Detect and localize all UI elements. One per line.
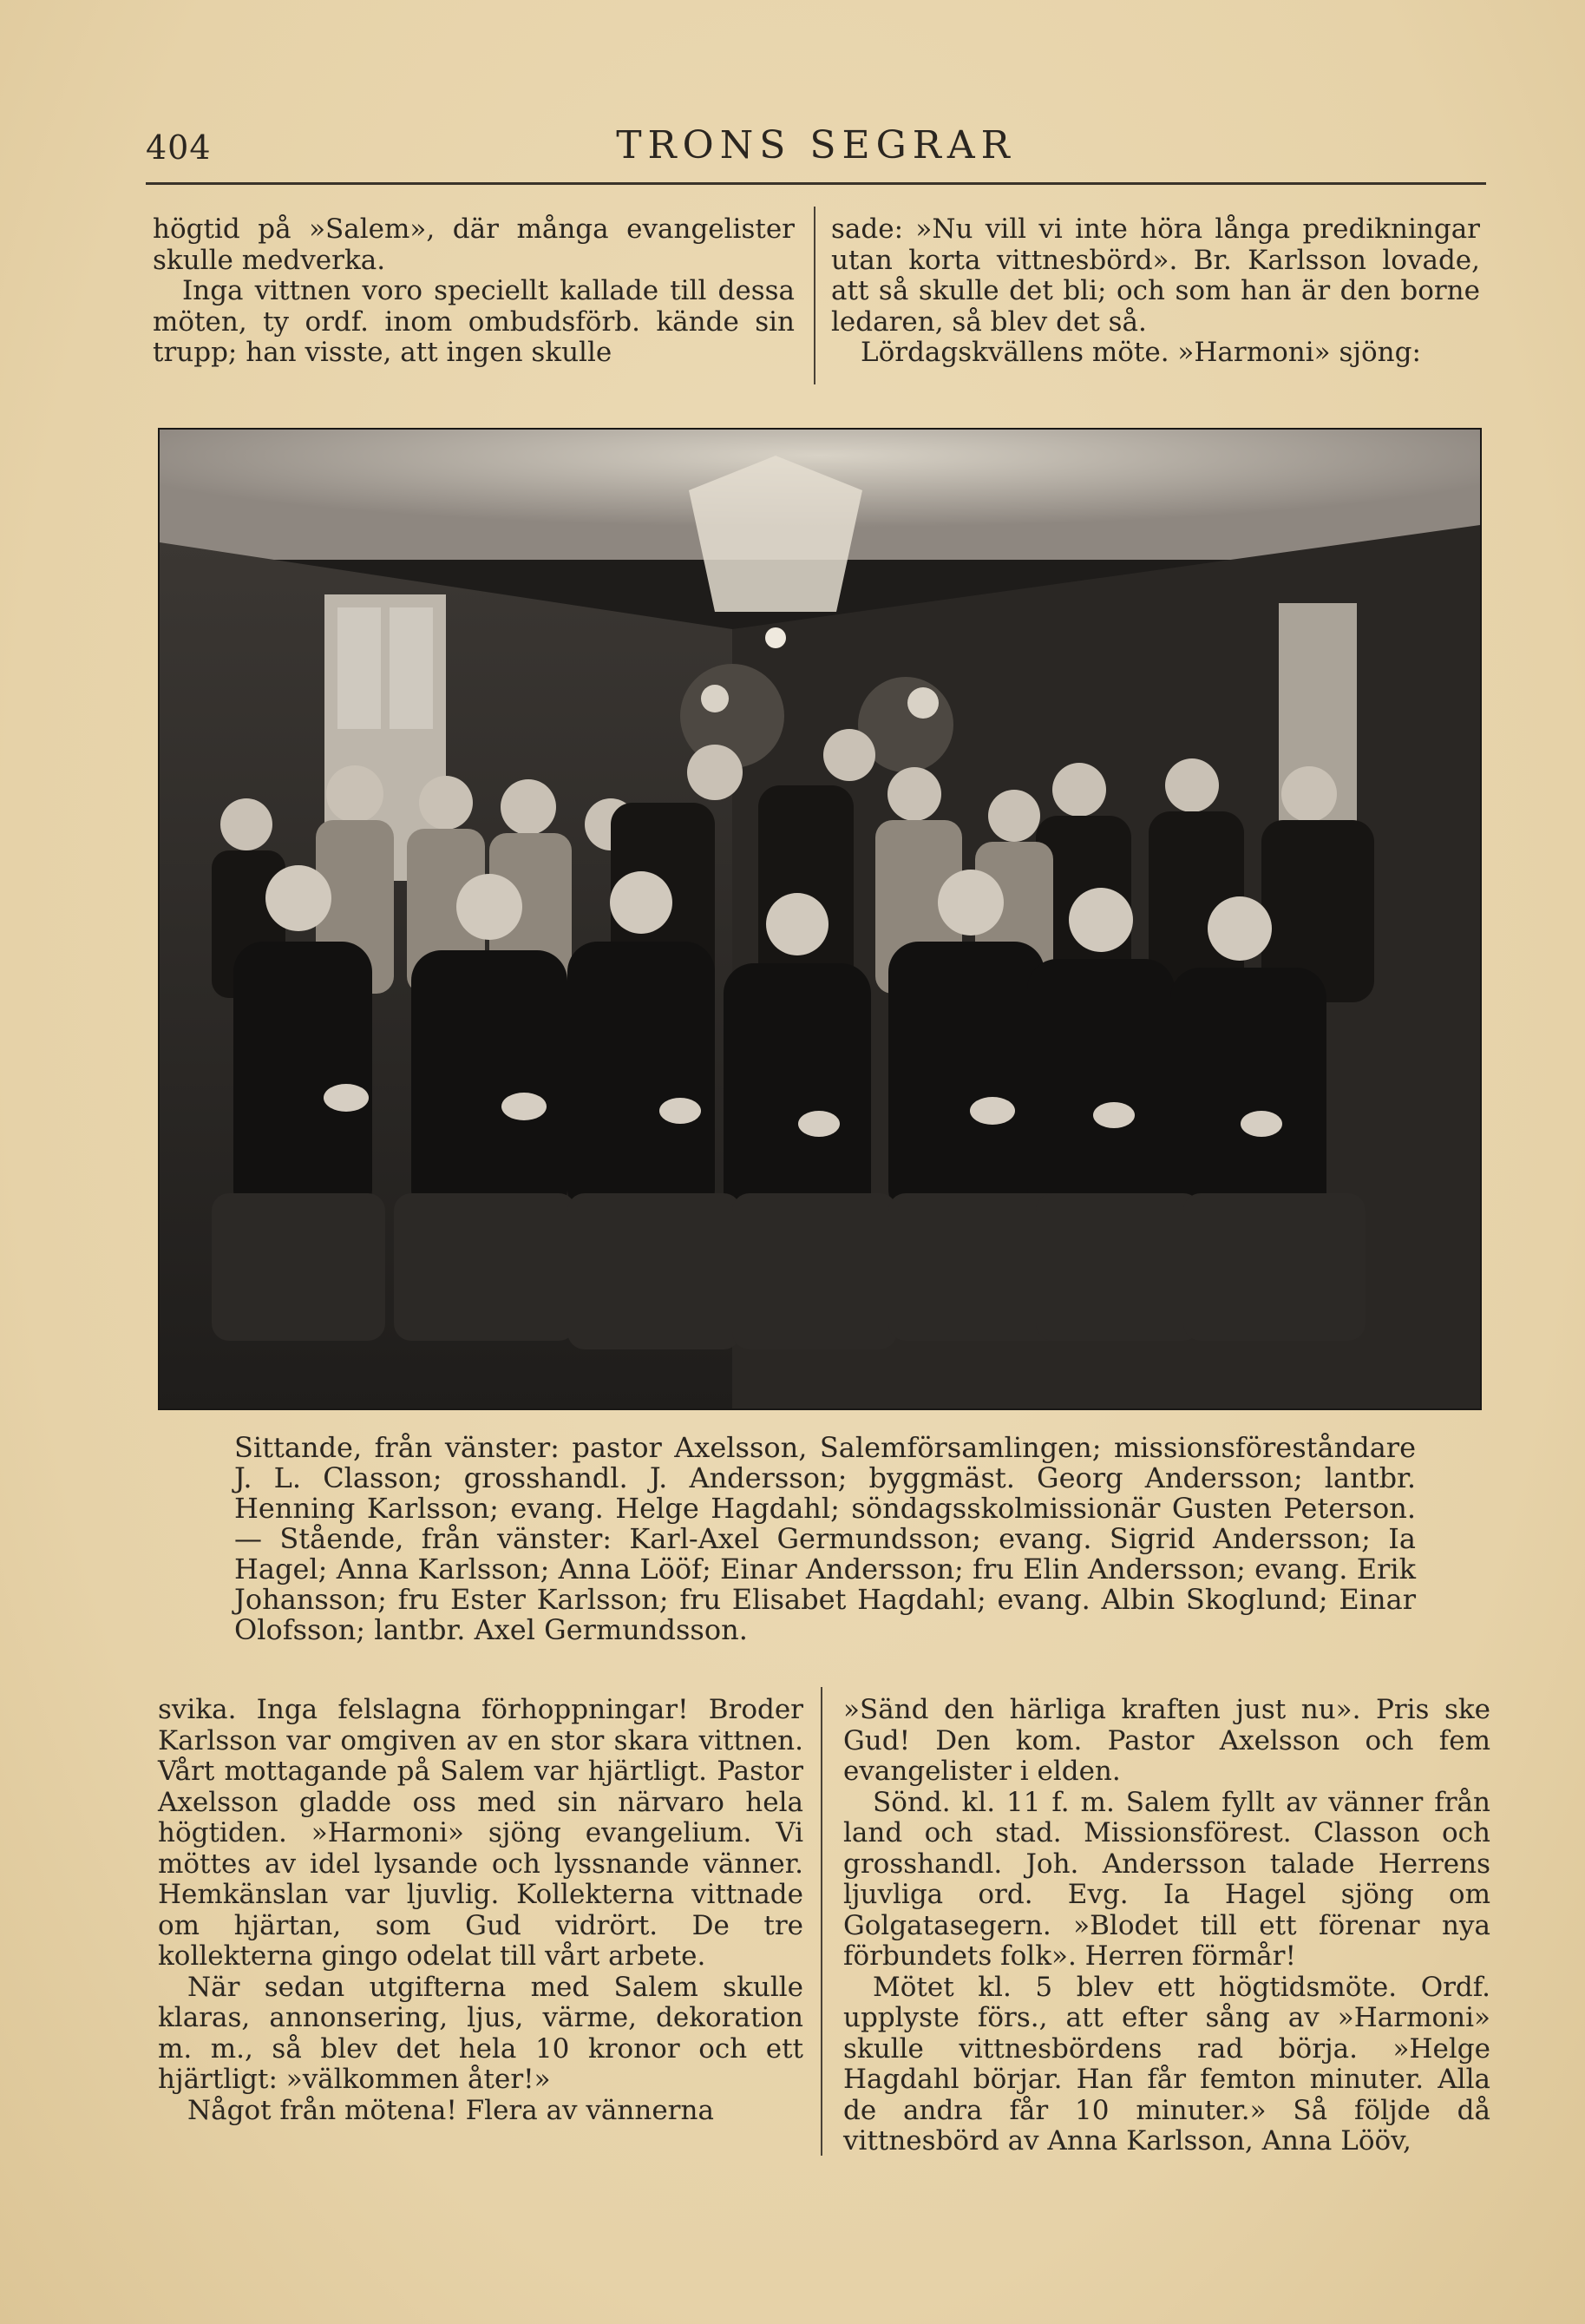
paragraph: sade: »Nu vill vi inte höra långa predikningar utan korta vittnesbörd». Br. Karlsson lovade, att så skulle det bli; och som han är den borne ledaren, så blev det så.	[831, 213, 1480, 338]
group-photo	[158, 428, 1482, 1410]
running-title: TRONS SEGRAR	[616, 123, 1016, 167]
bottom-right-column	[843, 1695, 1490, 2157]
page-number: 404	[146, 128, 212, 167]
bottom-left-column	[158, 1695, 803, 2126]
page-header	[146, 120, 1486, 181]
column-divider	[814, 207, 815, 384]
top-right-column	[831, 214, 1480, 369]
paragraph: svika. Inga felslagna förhoppningar! Broder Karlsson var omgiven av en stor skara vittnen. Vårt mottagande på Salem var hjärtligt. Pastor Axelsson gladde oss med sin närvaro hela högtiden. »Harmoni» sjöng evangelium. Vi möttes av idel lysande och lyssnande vänner. Hemkänslan var ljuvlig. Kollekterna vittnade om hjärtan, som Gud vidrört. De tre kollekterna gingo odelat till vårt arbete.	[158, 1694, 803, 1972]
paragraph: Mötet kl. 5 blev ett högtidsmöte. Ordf. upplyste förs., att efter sång av »Harmoni» skulle vittnesbördens rad börja. »Helge Hagdahl börjar. Han får femton minuter. Alla de andra får 10 minuter.» Så följde då vittnesbörd av Anna Karlsson, Anna Lööv,	[843, 1971, 1490, 2157]
paragraph: högtid på »Salem», där många evangelister skulle medverka.	[153, 213, 795, 276]
paragraph: Något från mötena! Flera av vännerna	[187, 2094, 714, 2126]
group-photo-illustration	[160, 430, 1480, 1408]
paragraph: När sedan utgifterna med Salem skulle klaras, annonsering, ljus, värme, dekoration m. m., så blev det hela 10 kronor och ett hjärtligt: »välkommen åter!»	[158, 1971, 803, 2095]
photo-caption: Sittande, från vänster: pastor Axelsson, Salemförsamlingen; missionsföreståndare J. L. Classon; grosshandl. J. Andersson; byggmäst. Georg Andersson; lantbr. Henning Karlsson; evang. Helge Hagdahl; söndagsskolmissionär Gusten Peterson. — Stående, från vänster: Karl-Axel Germundsson; evang. Sigrid Andersson; Ia Hagel; Anna Karlsson; Anna Lööf; Einar Andersson; fru Elin Andersson; evang. Erik Johansson; fru Ester Karlsson; fru Elisabet Hagdahl; evang. Albin Skoglund; Einar Olofsson; lantbr. Axel Germundsson.	[234, 1431, 1416, 1646]
column-divider	[821, 1687, 822, 2156]
paragraph: Lördagskvällens möte. »Harmoni» sjöng:	[861, 337, 1421, 368]
paragraph: Sönd. kl. 11 f. m. Salem fyllt av vänner från land och stad. Missionsförest. Classon och grosshandl. Joh. Andersson talade Herrens ljuvliga ord. Evg. Ia Hagel sjöng om Golgatasegern. »Blodet till ett förenar nya förbundets folk». Herren förmår!	[843, 1786, 1490, 1972]
paragraph: »Sänd den härliga kraften just nu». Pris ske Gud! Den kom. Pastor Axelsson och fem evangelister i elden.	[843, 1694, 1490, 1787]
paragraph: Inga vittnen voro speciellt kallade till dessa möten, ty ordf. inom ombudsförb. kände sin trupp; han visste, att ingen skulle	[153, 275, 795, 368]
header-rule	[146, 182, 1486, 185]
top-left-column	[153, 214, 795, 369]
